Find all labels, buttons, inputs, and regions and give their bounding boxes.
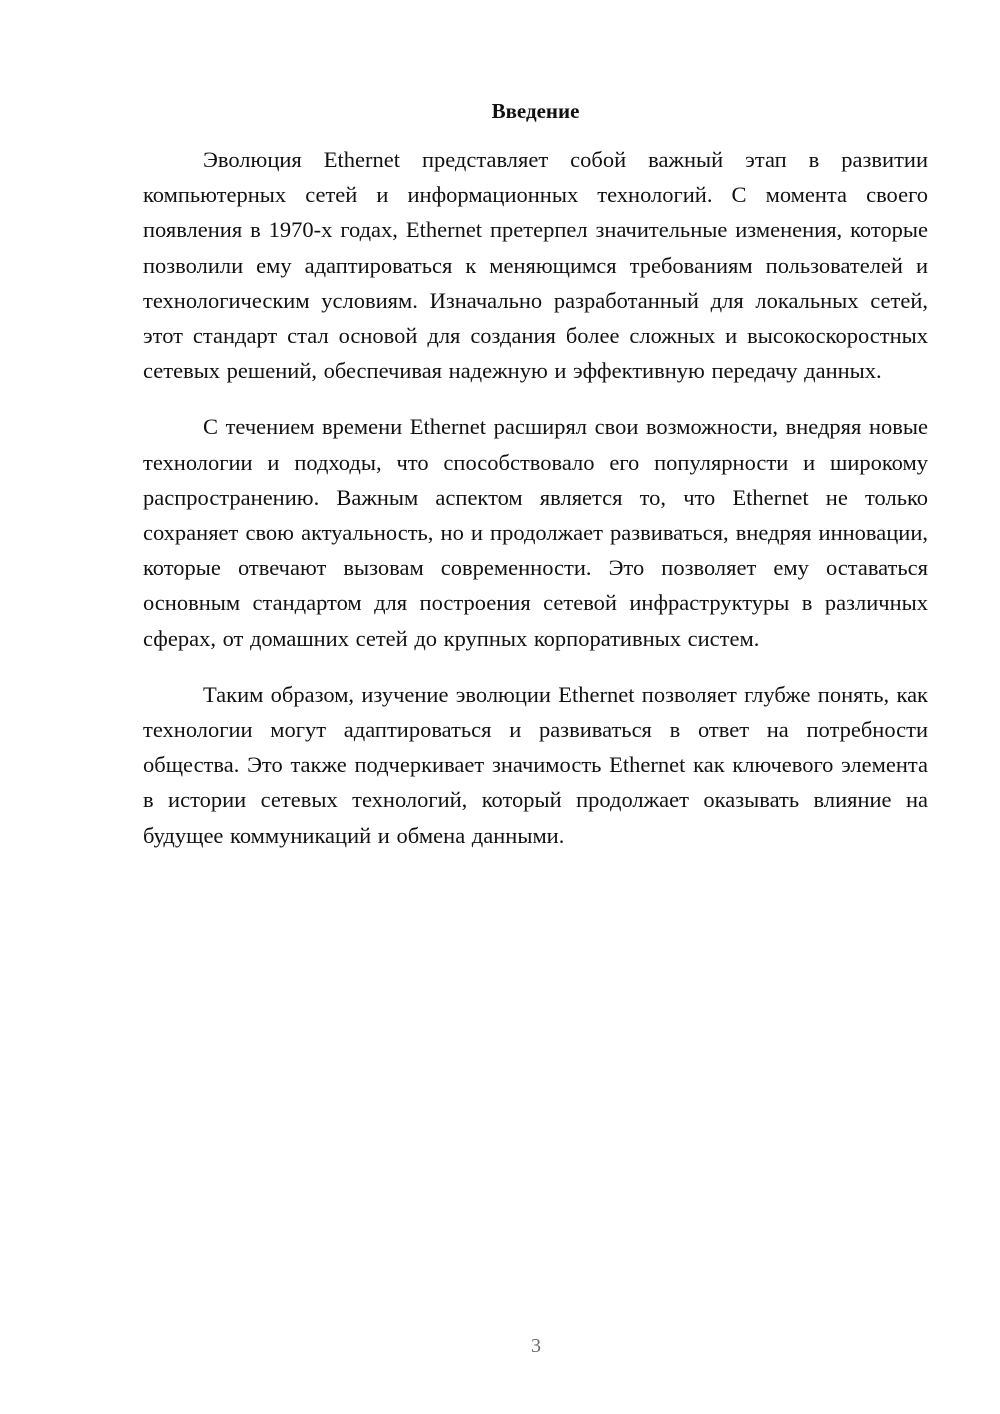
section-title: Введение: [491, 99, 580, 123]
paragraph-3: Таким образом, изучение эволюции Ethernet позволяет глубже понять, как технологии могут адаптироваться и развиваться в ответ на потребности общества. Это также подчеркивает значимость Ethernet как ключевого элемента в истории сетевых технологий, который продолжает оказывать влияние на будущее коммуникаций и обмена данными.: [143, 681, 928, 848]
paragraph-2: С течением времени Ethernet расширял свои возможности, внедряя новые технологии и подходы, что способствовало его популярности и широкому распространению. Важным аспектом является то, что Ethernet не только сохраняет свою актуальность, но и продолжает развиваться, внедряя инновации, которые отвечают вызовам современности. Это позволяет ему оставаться основным стандартом для построения сетевой инфраструктуры в различных сферах, от домашних сетей до крупных корпоративных систем.: [143, 414, 928, 651]
page-number: 3: [531, 1335, 541, 1357]
paragraph-1: Эволюция Ethernet представляет собой важный этап в развитии компьютерных сетей и информационных технологий. С момента своего появления в 1970-х годах, Ethernet претерпел значительные изменения, которые позволили ему адаптироваться к меняющимся требованиям пользователей и технологическим условиям. Изначально разработанный для локальных сетей, этот стандарт стал основой для создания более сложных и высокоскоростных сетевых решений, обеспечивая надежную и эффективную передачу данных.: [143, 147, 928, 384]
body-text: [143, 142, 928, 874]
